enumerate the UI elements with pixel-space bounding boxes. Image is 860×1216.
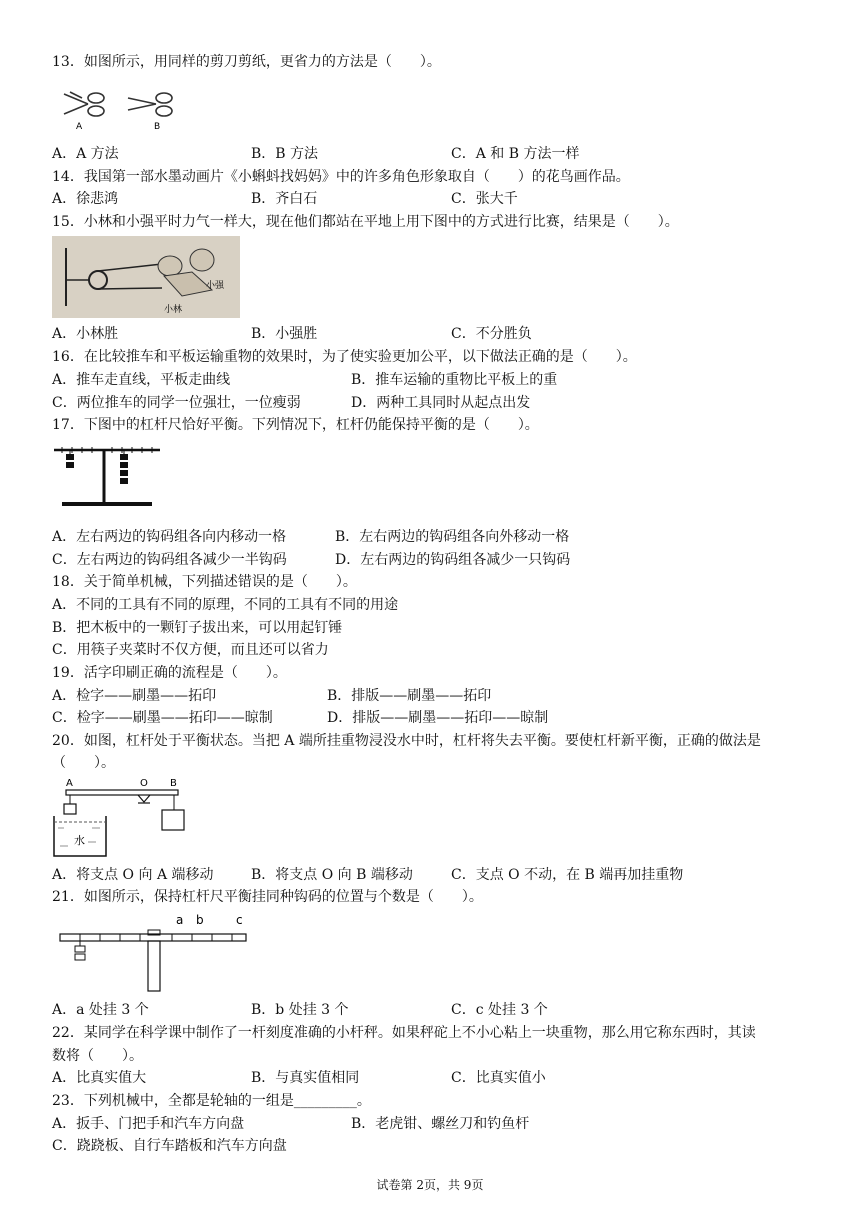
q23-option-a: A．扳手、门把手和汽车方向盘 — [52, 1116, 245, 1132]
q17-text: 17．下图中的杠杆尺恰好平衡。下列情况下，杠杆仍能保持平衡的是（ ）。 — [52, 417, 539, 433]
q14-option-a: A．徐悲鸿 — [52, 191, 119, 207]
q15-option-b: B．小强胜 — [251, 326, 318, 342]
lever-ruler-figure — [52, 440, 164, 516]
q20-option-c: C．支点 O 不动，在 B 端再加挂重物 — [451, 867, 684, 883]
q13-option-a: A．A 方法 — [52, 146, 119, 162]
scissors-label-b: B — [154, 122, 161, 132]
weight-left-2 — [66, 462, 74, 468]
q19-text: 19．活字印刷正确的流程是（ ）。 — [52, 665, 287, 681]
figure-label-xiaoqiang: 小强 — [206, 281, 225, 291]
q14-option-c: C．张大千 — [451, 191, 518, 207]
q19-option-d: D．排版——刷墨——拓印——晾制 — [327, 710, 549, 726]
q21-text: 21．如图所示，保持杠杆尺平衡挂同种钩码的位置与个数是（ ）。 — [52, 889, 483, 905]
q22-text-line2: 数将（ ）。 — [52, 1048, 143, 1064]
q15-option-c: C．不分胜负 — [451, 326, 532, 342]
q20-option-b: B．将支点 O 向 B 端移动 — [251, 867, 413, 883]
q18-text: 18．关于简单机械，下列描述错误的是（ ）。 — [52, 574, 357, 590]
lever-label-a: A — [66, 778, 73, 789]
position-label-b: b — [196, 913, 204, 927]
q16-option-a: A．推车走直线，平板走曲线 — [52, 372, 231, 388]
weight-a-submerged — [64, 804, 76, 814]
q22-option-c: C．比真实值小 — [451, 1070, 546, 1086]
lever-label-o: O — [140, 778, 148, 789]
q19-option-a: A．检字——刷墨——拓印 — [52, 688, 217, 704]
q19-option-b: B．排版——刷墨——拓印 — [327, 688, 492, 704]
figure-label-xiaolin: 小林 — [164, 305, 183, 315]
scissors-label-a: A — [76, 122, 83, 132]
q23-option-c: C．跷跷板、自行车踏板和汽车方向盘 — [52, 1138, 287, 1154]
q20-text-line2: （ ）。 — [52, 755, 115, 771]
q16-option-d: D．两种工具同时从起点出发 — [351, 395, 531, 411]
pulley-tug-figure — [52, 236, 240, 318]
weight-right-4 — [120, 478, 128, 484]
q18-option-a: A．不同的工具有不同的原理，不同的工具有不同的用途 — [52, 597, 399, 613]
q15-text: 15．小林和小强平时力气一样大，现在他们都站在平地上用下图中的方式进行比赛，结果是（ ）。 — [52, 214, 679, 230]
position-label-a: a — [176, 913, 184, 927]
weight-21-2 — [75, 954, 85, 960]
q22-option-b: B．与真实值相同 — [251, 1070, 360, 1086]
q13-text: 13．如图所示，用同样的剪刀剪纸，更省力的方法是（ ）。 — [52, 54, 441, 70]
q20-text-line1: 20．如图，杠杆处于平衡状态。当把 A 端所挂重物浸没水中时，杠杆将失去平衡。要使杠杆新平衡，正确的做法是 — [52, 733, 761, 749]
q14-option-b: B．齐白石 — [251, 191, 318, 207]
q20-option-a: A．将支点 O 向 A 端移动 — [52, 867, 214, 883]
q14-text: 14．我国第一部水墨动画片《小蝌蚪找妈妈》中的许多角色形象取自（ ）的花鸟画作品。 — [52, 169, 630, 185]
q23-option-b: B．老虎钳、螺丝刀和钓鱼杆 — [351, 1116, 530, 1132]
q13-option-c: C．A 和 B 方法一样 — [451, 146, 580, 162]
weight-b — [162, 810, 184, 830]
weight-right-2 — [120, 462, 128, 468]
scissors-a-icon — [64, 92, 104, 116]
q18-option-b: B．把木板中的一颗钉子拔出来，可以用起钉锤 — [52, 620, 343, 636]
q17-option-b: B．左右两边的钩码组各向外移动一格 — [335, 529, 570, 545]
scissors-b-icon — [128, 93, 172, 116]
q13-option-b: B．B 方法 — [251, 146, 319, 162]
scissors-figure — [62, 84, 182, 132]
weight-right-3 — [120, 470, 128, 476]
water-label: 水 — [74, 834, 85, 847]
weight-right-1 — [120, 454, 128, 460]
q17-option-c: C．左右两边的钩码组各减少一半钩码 — [52, 552, 287, 568]
q21-option-c: C．c 处挂 3 个 — [451, 1002, 548, 1018]
q18-option-c: C．用筷子夹菜时不仅方便，而且还可以省力 — [52, 642, 329, 658]
weight-left-1 — [66, 454, 74, 460]
lever-ruler-abc-figure — [56, 910, 252, 994]
lever-label-b: B — [170, 778, 177, 789]
q23-text: 23．下列机械中，全都是轮轴的一组是_________。 — [52, 1093, 371, 1109]
q21-option-b: B．b 处挂 3 个 — [251, 1002, 349, 1018]
q22-text-line1: 22．某同学在科学课中制作了一杆刻度准确的小杆秤。如果秤砣上不小心粘上一块重物，那么用它称东西时，其读 — [52, 1025, 756, 1041]
weight-21-1 — [75, 946, 85, 952]
page-footer: 试卷第 2页，共 9页 — [376, 1178, 484, 1192]
q16-option-c: C．两位推车的同学一位强壮，一位瘦弱 — [52, 395, 301, 411]
lever-water-figure — [52, 776, 192, 860]
q22-option-a: A．比真实值大 — [52, 1070, 147, 1086]
position-label-c: c — [236, 913, 243, 927]
q16-text: 16．在比较推车和平板运输重物的效果时，为了使实验更加公平，以下做法正确的是（ ）。 — [52, 349, 637, 365]
q17-option-a: A．左右两边的钩码组各向内移动一格 — [52, 529, 287, 545]
q21-option-a: A．a 处挂 3 个 — [52, 1002, 149, 1018]
q17-option-d: D．左右两边的钩码组各减少一只钩码 — [335, 552, 571, 568]
q16-option-b: B．推车运输的重物比平板上的重 — [351, 372, 558, 388]
q19-option-c: C．检字——刷墨——拓印——晾制 — [52, 710, 273, 726]
q15-option-a: A．小林胜 — [52, 326, 119, 342]
